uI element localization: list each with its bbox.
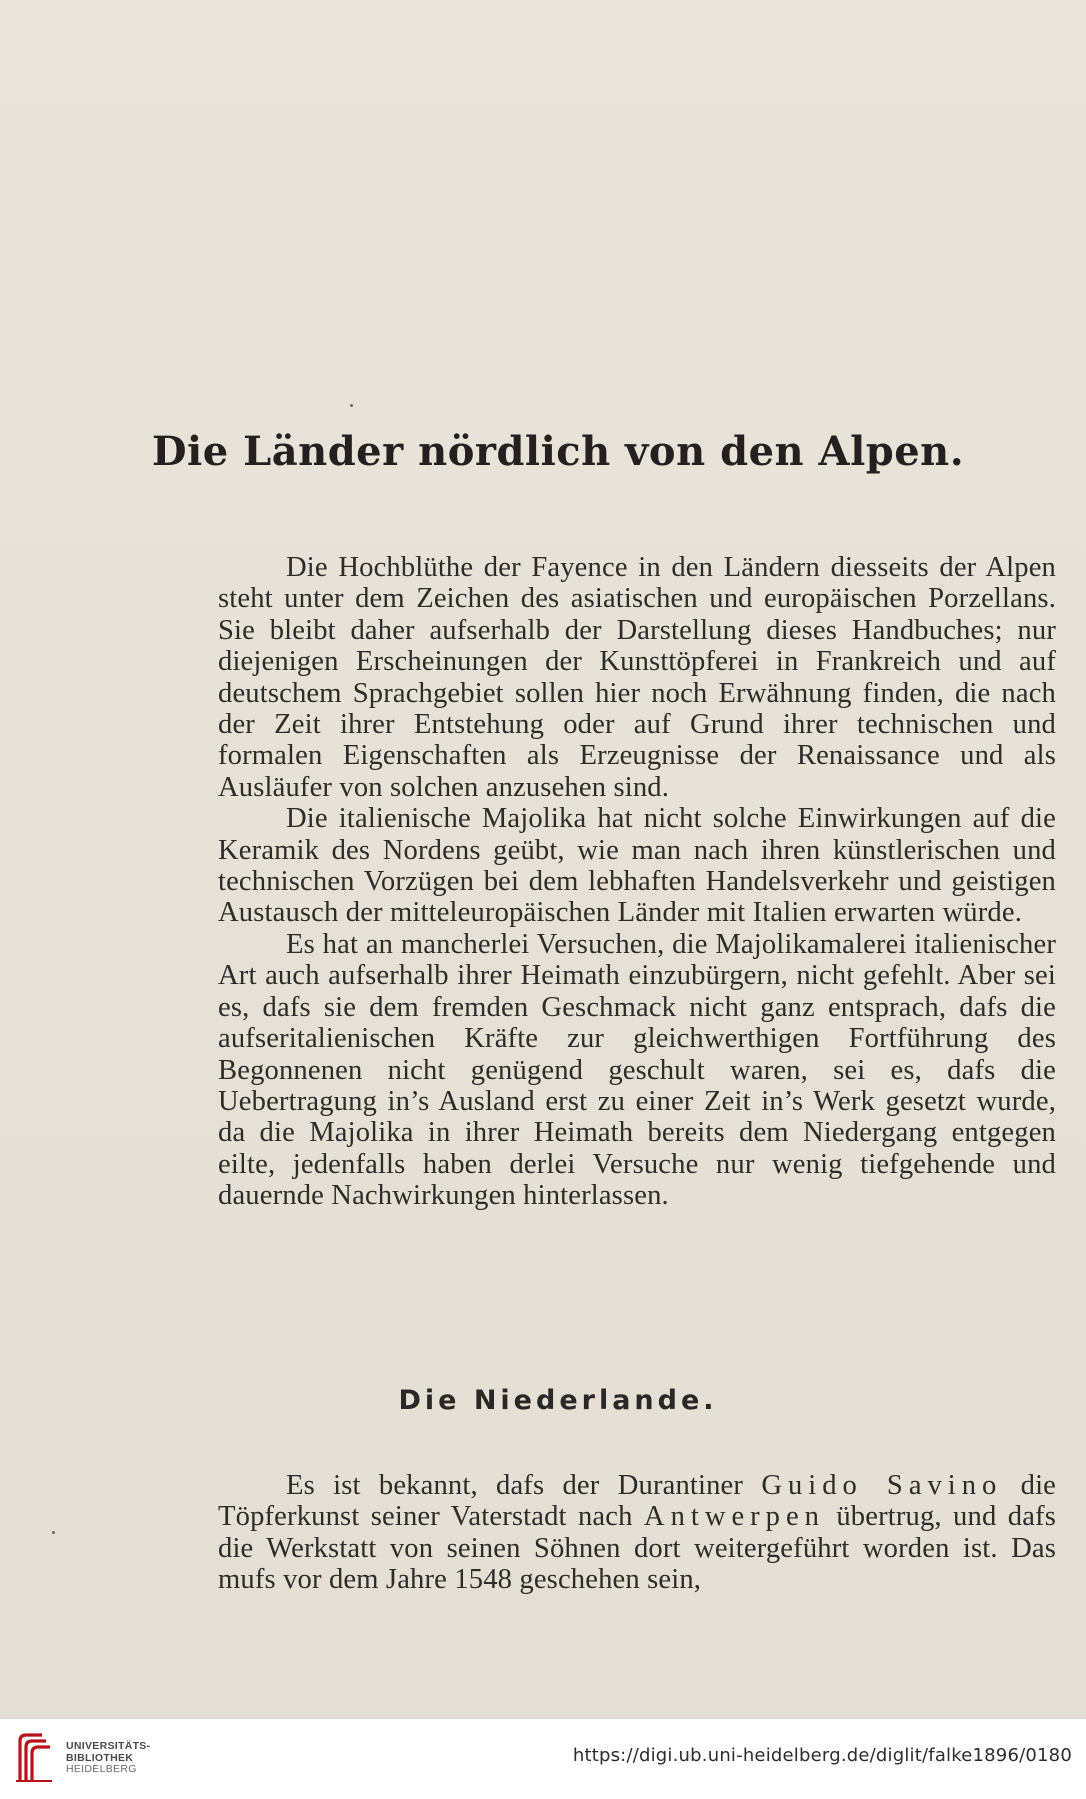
person-name: Guido Savino (761, 1470, 1003, 1501)
section-heading: Die Niederlande. (398, 1385, 718, 1416)
intro-text (218, 552, 1056, 1212)
chapter-title: Die Länder nördlich von den Alpen. (151, 428, 965, 475)
paragraph: Es hat an mancherlei Versuchen, die Majolikamalerei italienischer Art auch aufserhalb ihrer Heimath einzubürgern, nicht gefehlt. Aber sei es, dafs sie dem fremden Geschmack nicht ganz entsprach, dafs die aufseritalienischen Kräfte zur gleichwerthigen Fortführung des Begonnenen nicht genügend geschult waren, sei es, dafs die Uebertragung in’s Ausland erst zu einer Zeit in’s Werk gesetzt wurde, da die Majolika in ihrer Heimath bereits dem Niedergang entgegen eilte, jedenfalls haben derlei Versuche nur wenig tiefgehende und dauernde Nachwirkungen hinterlassen. (218, 928, 1056, 1212)
text-run: Es ist bekannt, dafs der Durantiner (286, 1470, 762, 1501)
text-run: die Töpferkunst seiner Vaterstadt nach (218, 1470, 1056, 1533)
library-line: UNIVERSITÄTS- (66, 1740, 151, 1752)
niederlande-text (218, 1470, 1056, 1596)
speck (52, 1531, 55, 1534)
library-line: HEIDELBERG (66, 1763, 137, 1775)
viewer-footer (0, 1718, 1086, 1799)
text-run: übertrug, und dafs die Werkstatt von seinen Söhnen dort weitergeführt worden ist. Das mufs vor dem Jahre 1548 geschehen sein, (218, 1501, 1056, 1596)
library-line: BIBLIOTHEK (66, 1751, 134, 1764)
speck (350, 404, 353, 407)
place-name: Antwerpen (643, 1501, 825, 1533)
library-logo-icon (12, 1731, 56, 1787)
paragraph (218, 1470, 1056, 1596)
paragraph: Die italienische Majolika hat nicht solche Einwirkungen auf die Keramik des Nordens geübt, wie man nach ihren künstlerischen und technischen Vorzügen bei dem lebhaften Handelsverkehr und geistigen Austausch der mitteleuropäischen Länder mit Italien erwarten würde. (218, 803, 1056, 929)
library-name (66, 1741, 150, 1776)
permalink-url[interactable]: https://digi.ub.uni-heidelberg.de/diglit/falke1896/0180 (572, 1745, 1072, 1766)
paragraph: Die Hochblüthe der Fayence in den Ländern diesseits der Alpen steht unter dem Zeichen des asiatischen und europäischen Porzellans. Sie bleibt daher aufserhalb der Darstellung dieses Handbuches; nur diejenigen Erscheinungen der Kunsttöpferei in Frankreich und auf deutschem Sprachgebiet sollen hier noch Erwähnung finden, die nach der Zeit ihrer Entstehung oder auf Grund ihrer technischen und formalen Eigenschaften als Erzeugnisse der Renaissance und als Ausläufer von solchen anzusehen sind. (218, 552, 1056, 803)
